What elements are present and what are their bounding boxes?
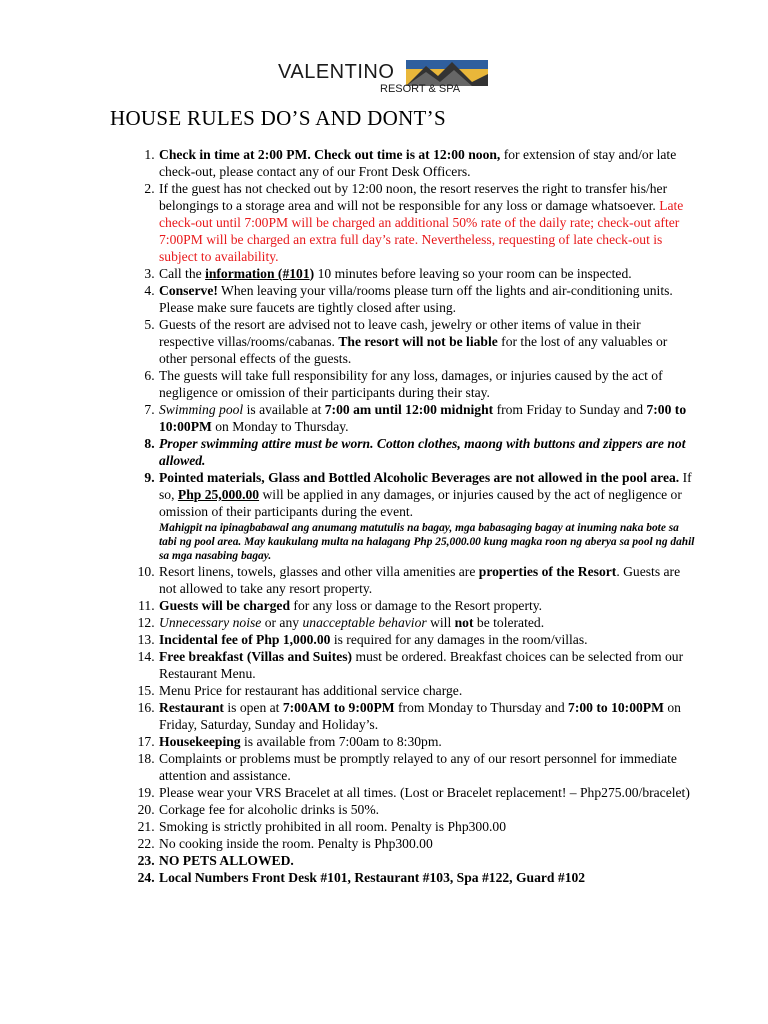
rule-1: 1. Check in time at 2:00 PM. Check out time is at 12:00 noon, for extension of stay and/or late check-out, please contact any of our Front Desk Officers. xyxy=(158,146,698,180)
page-title: HOUSE RULES DO’S AND DONT’S xyxy=(110,106,446,130)
svg-text:RESORT & SPA: RESORT & SPA xyxy=(380,83,461,95)
rule-9-filipino-note: Mahigpit na ipinagbabawal ang anumang matutulis na bagay, mga babasaging bagay at inuming naka bote sa tabi ng pool area. May kaukulang multa na halagang Php 25,000.00 kung magka roon ng aberya sa pool ng dahil sa mga nasabing bagay. xyxy=(159,522,695,562)
rule-18: 18. Complaints or problems must be promptly relayed to any of our resort personnel for immediate attention and assistance. xyxy=(158,750,698,784)
rule-9: 9. Pointed materials, Glass and Bottled Alcoholic Beverages are not allowed in the pool area. If so, Php 25,000.00 will be applied in any damages, or injuries caused by the act of negligence or omission of their participants during the event. Mahigpit na ipinagbabawal ang anumang matutulis na bagay, mga babasaging bagay at inuming naka bote sa tabi ng pool area. May kaukulang multa na halagang Php 25,000.00 kung magka roon ng aberya sa pool ng dahil sa mga nasabing bagay. xyxy=(158,469,698,563)
rule-16: 16. Restaurant is open at 7:00AM to 9:00PM from Monday to Thursday and 7:00 to 10:00PM on Friday, Saturday, Sunday and Holiday’s. xyxy=(158,699,698,733)
rule-3: 3. Call the information (#101) 10 minutes before leaving so your room can be inspected. xyxy=(158,265,698,282)
rule-7: 7. Swimming pool is available at 7:00 am until 12:00 midnight from Friday to Sunday and 7:00 to 10:00PM on Monday to Thursday. xyxy=(158,401,698,435)
rule-20: 20. Corkage fee for alcoholic drinks is 50%. xyxy=(158,801,698,818)
rule-22: 22. No cooking inside the room. Penalty is Php300.00 xyxy=(158,835,698,852)
rule-14: 14. Free breakfast (Villas and Suites) must be ordered. Breakfast choices can be selected from our Restaurant Menu. xyxy=(158,648,698,682)
rule-2: 2. If the guest has not checked out by 12:00 noon, the resort reserves the right to transfer his/her belongings to a storage area and will not be responsible for any loss or damage whatsoever. Late check-out until 7:00PM will be charged an additional 50% rate of the daily rate; check-out after 7:00PM will be charged an extra full day’s rate. Nevertheless, requesting of late check-out is subject to availability. xyxy=(158,180,698,265)
rule-8: 8. Proper swimming attire must be worn. Cotton clothes, maong with buttons and zippers are not allowed. xyxy=(158,435,698,469)
house-rules-list xyxy=(116,146,698,886)
rule-4: 4. Conserve! When leaving your villa/rooms please turn off the lights and air-conditioning units. Please make sure faucets are tightly closed after using. xyxy=(158,282,698,316)
rule-15: 15. Menu Price for restaurant has additional service charge. xyxy=(158,682,698,699)
rule-5: 5. Guests of the resort are advised not to leave cash, jewelry or other items of value in their respective villas/rooms/cabanas. The resort will not be liable for the lost of any valuables or other personal effects of the guests. xyxy=(158,316,698,367)
rule-11: 11. Guests will be charged for any loss or damage to the Resort property. xyxy=(158,597,698,614)
valentino-resort-logo xyxy=(276,56,490,96)
rule-10: 10. Resort linens, towels, glasses and other villa amenities are properties of the Resort. Guests are not allowed to take any resort property. xyxy=(158,563,698,597)
rule-17: 17. Housekeeping is available from 7:00am to 8:30pm. xyxy=(158,733,698,750)
rule-19: 19. Please wear your VRS Bracelet at all times. (Lost or Bracelet replacement! – Php275.00/bracelet) xyxy=(158,784,698,801)
late-checkout-notice: Late check-out until 7:00PM will be charged an additional 50% rate of the daily rate; check-out after 7:00PM will be charged an extra full day’s rate. Nevertheless, requesting of late check-out is subject to availability. xyxy=(159,198,684,264)
rule-6: 6. The guests will take full responsibility for any loss, damages, or injuries caused by the act of negligence or omission of their participants during their stay. xyxy=(158,367,698,401)
rule-21: 21. Smoking is strictly prohibited in all room. Penalty is Php300.00 xyxy=(158,818,698,835)
svg-text:VALENTINO: VALENTINO xyxy=(278,61,395,83)
rule-12: 12. Unnecessary noise or any unacceptable behavior will not be tolerated. xyxy=(158,614,698,631)
rule-23: 23. NO PETS ALLOWED. xyxy=(158,852,698,869)
rule-13: 13. Incidental fee of Php 1,000.00 is required for any damages in the room/villas. xyxy=(158,631,698,648)
rule-24: 24. Local Numbers Front Desk #101, Restaurant #103, Spa #122, Guard #102 xyxy=(158,869,698,886)
